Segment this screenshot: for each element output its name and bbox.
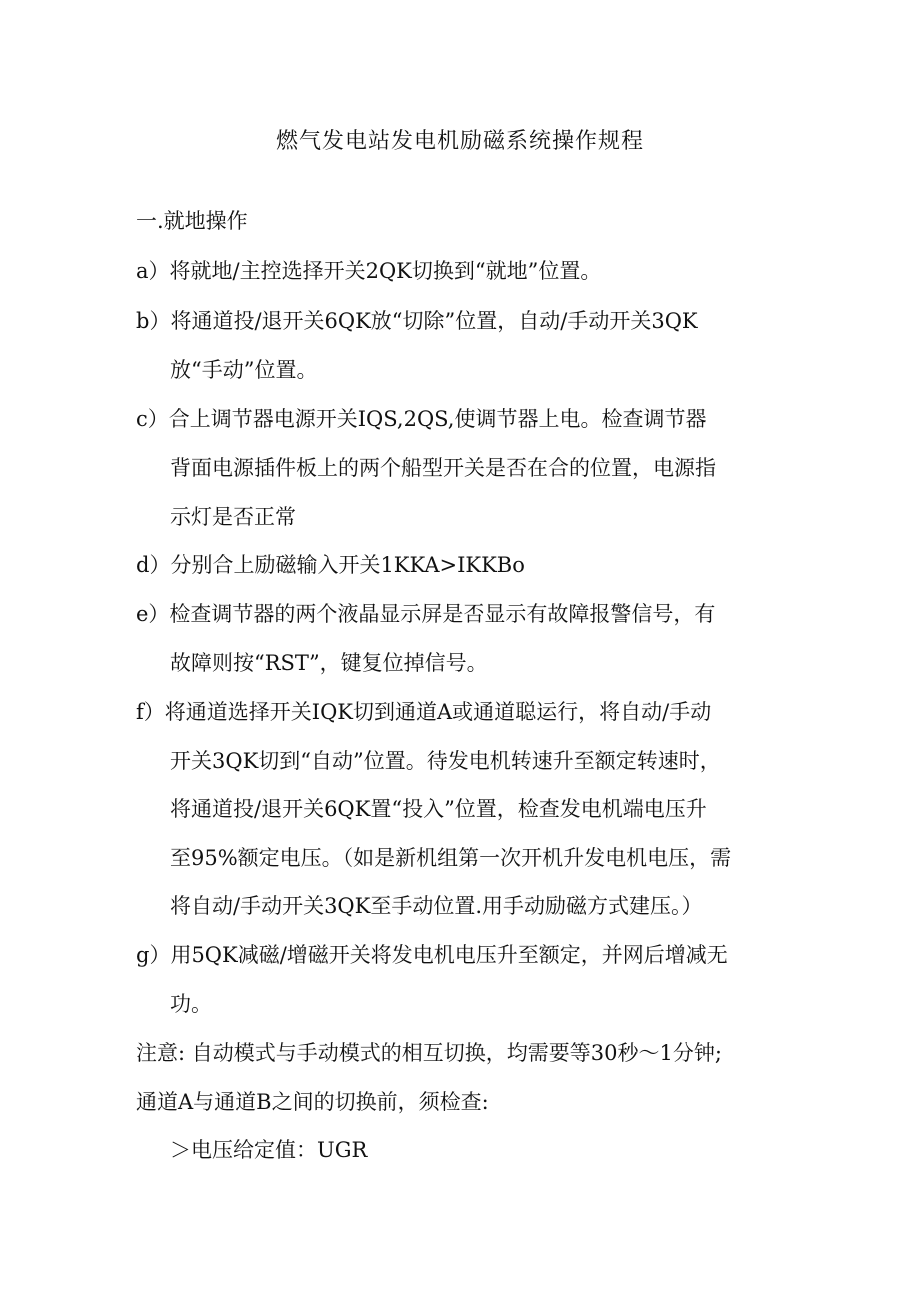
list-item-b: b）将通道投/退开关6QK放“切除”位置，自动/手动开关3QK <box>136 309 698 333</box>
note-line: 通道A与通道B之间的切换前，须检查: <box>136 1090 489 1114</box>
list-item-g: g）用5QK减磁/增磁开关将发电机电压升至额定，并网后增减无 <box>136 943 728 967</box>
list-item-f-continuation: 将通道投/退开关6QK置“投入”位置，检查发电机端电压升 <box>170 797 707 821</box>
list-item-g-continuation: 功。 <box>170 992 212 1016</box>
note-line: ＞电压给定值：UGR <box>170 1138 368 1162</box>
list-item-c-continuation: 示灯是否正常 <box>170 505 296 529</box>
document-title: 燃气发电站发电机励磁系统操作规程 <box>275 129 644 154</box>
list-item-f-continuation: 开关3QK切到“自动”位置。待发电机转速升至额定转速时， <box>170 749 721 773</box>
list-item-c-continuation: 背面电源插件板上的两个船型开关是否在合的位置，电源指 <box>170 456 716 480</box>
list-item-b-continuation: 放“手动”位置。 <box>170 358 318 382</box>
note-line: 注意: 自动模式与手动模式的相互切换，均需要等30秒～1分钟; <box>136 1041 722 1065</box>
list-item-c: c）合上调节器电源开关IQS,2QS,使调节器上电。检查调节器 <box>136 407 707 431</box>
list-item-e: e）检查调节器的两个液晶显示屏是否显示有故障报警信号，有 <box>136 602 716 626</box>
list-item-a: a）将就地/主控选择开关2QK切换到“就地”位置。 <box>136 259 602 283</box>
list-item-d: d）分别合上励磁输入开关1KKA>IKKBo <box>136 553 525 577</box>
list-item-e-continuation: 故障则按“RST”，键复位掉信号。 <box>170 651 488 675</box>
list-item-f-continuation: 至95%额定电压。（如是新机组第一次开机升发电机电压，需 <box>170 846 732 870</box>
list-item-f: f）将通道选择开关IQK切到通道A或通道聪运行，将自动/手动 <box>136 700 712 724</box>
list-item-f-continuation: 将自动/手动开关3QK至手动位置.用手动励磁方式建压。） <box>170 894 703 918</box>
section-heading: 一.就地操作 <box>136 209 248 233</box>
